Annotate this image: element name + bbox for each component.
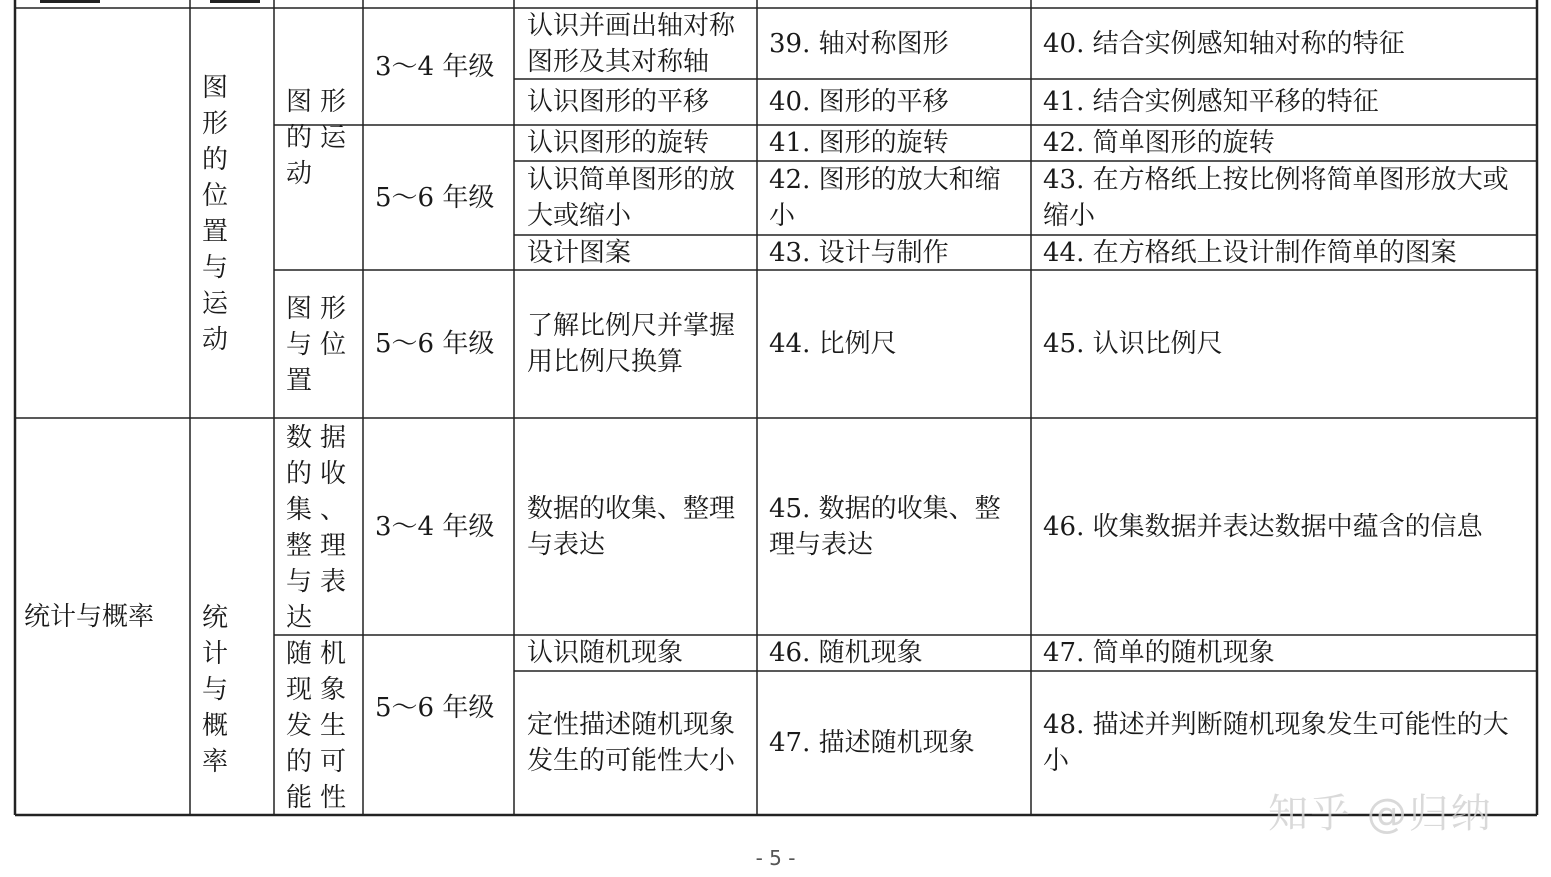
table-row-content [1043, 125, 1531, 161]
topic-data-collection [286, 420, 356, 635]
table-row-req [527, 270, 749, 418]
table-row-item [769, 125, 1025, 161]
item-text: 41. 图形的旋转 [769, 128, 949, 158]
topic-label: 图形与位置 [286, 294, 355, 396]
table-row-content [1043, 270, 1531, 418]
subdomain-label: 统计与概率 [202, 603, 237, 777]
table-row-content [1043, 161, 1531, 235]
topic-label: 随机现象发生的可能性 [286, 639, 355, 813]
requirement-text: 数据的收集、整理与表达 [527, 493, 736, 560]
table-row-req [527, 418, 749, 635]
table-row-req [527, 635, 749, 671]
requirement-text: 设计图案 [527, 237, 632, 268]
grade-label: 5～6 年级 [375, 329, 495, 359]
requirement-text: 了解比例尺并掌握用比例尺换算 [527, 311, 736, 377]
content-text: 42. 简单图形的旋转 [1043, 128, 1275, 158]
table-row-req [527, 79, 749, 125]
grade-cell [375, 8, 511, 125]
table-row-req [527, 125, 749, 161]
table-row-item [769, 635, 1025, 671]
table-row-content [1043, 235, 1531, 270]
content-text: 48. 描述并判断随机现象发生可能性的大小 [1043, 710, 1509, 776]
requirement-text: 认识随机现象 [527, 638, 684, 668]
grade-label: 5～6 年级 [375, 182, 495, 213]
requirement-text: 认识并画出轴对称图形及其对称轴 [527, 10, 736, 77]
content-text: 47. 简单的随机现象 [1043, 638, 1275, 668]
table-row-item [769, 671, 1025, 815]
table-row-item [769, 235, 1025, 270]
item-text: 47. 描述随机现象 [769, 728, 975, 758]
item-text: 46. 随机现象 [769, 638, 923, 668]
grade-label: 3～4 年级 [375, 511, 495, 542]
table-row-req [527, 235, 749, 270]
topic-label: 图形的运动 [286, 87, 355, 189]
item-text: 42. 图形的放大和缩小 [769, 165, 1001, 231]
subdomain-label: 图形的位置与运动 [202, 73, 237, 355]
page-number: - 5 - [755, 846, 796, 870]
table-row-item [769, 161, 1025, 235]
item-text: 40. 图形的平移 [769, 87, 949, 117]
grade-cell [375, 125, 511, 270]
grade-label: 5～6 年级 [375, 693, 495, 723]
requirement-text: 认识图形的旋转 [527, 128, 710, 158]
table-row-content [1043, 635, 1531, 671]
grade-cell [375, 635, 511, 781]
topic-random-phenomena [286, 636, 356, 816]
domain-stats-probability [24, 418, 184, 815]
domain-label: 统计与概率 [24, 601, 155, 632]
grade-label: 3～4 年级 [375, 51, 495, 82]
topic-figure-motion [286, 84, 356, 194]
item-text: 45. 数据的收集、整理与表达 [769, 493, 1001, 560]
table-row-content [1043, 8, 1531, 79]
requirement-text: 认识简单图形的放大或缩小 [527, 165, 736, 231]
table-row-content [1043, 418, 1531, 635]
grade-cell [375, 418, 511, 635]
grade-cell [375, 270, 511, 418]
topic-label: 数据的收集、整理与表达 [286, 423, 355, 633]
table-row-req [527, 671, 749, 815]
table-row-item [769, 8, 1025, 79]
content-text: 44. 在方格纸上设计制作简单的图案 [1043, 237, 1457, 268]
subdomain-stats-probability [202, 600, 268, 777]
subdomain-geometry-motion [202, 70, 268, 355]
item-text: 44. 比例尺 [769, 329, 897, 359]
content-text: 41. 结合实例感知平移的特征 [1043, 87, 1379, 117]
table-row-req [527, 161, 749, 235]
content-text: 45. 认识比例尺 [1043, 329, 1223, 359]
content-text: 40. 结合实例感知轴对称的特征 [1043, 28, 1405, 59]
table-row-item [769, 79, 1025, 125]
table-row-content [1043, 79, 1531, 125]
requirement-text: 认识图形的平移 [527, 87, 710, 117]
item-text: 39. 轴对称图形 [769, 28, 949, 59]
table-row-item [769, 270, 1025, 418]
item-text: 43. 设计与制作 [769, 237, 949, 268]
watermark: 知乎 @归纳 [1268, 791, 1493, 837]
table-row-req [527, 8, 749, 79]
topic-figure-position [286, 291, 356, 401]
content-text: 43. 在方格纸上按比例将简单图形放大或缩小 [1043, 165, 1509, 231]
requirement-text: 定性描述随机现象发生的可能性大小 [527, 710, 736, 776]
table-row-item [769, 418, 1025, 635]
content-text: 46. 收集数据并表达数据中蕴含的信息 [1043, 511, 1483, 542]
